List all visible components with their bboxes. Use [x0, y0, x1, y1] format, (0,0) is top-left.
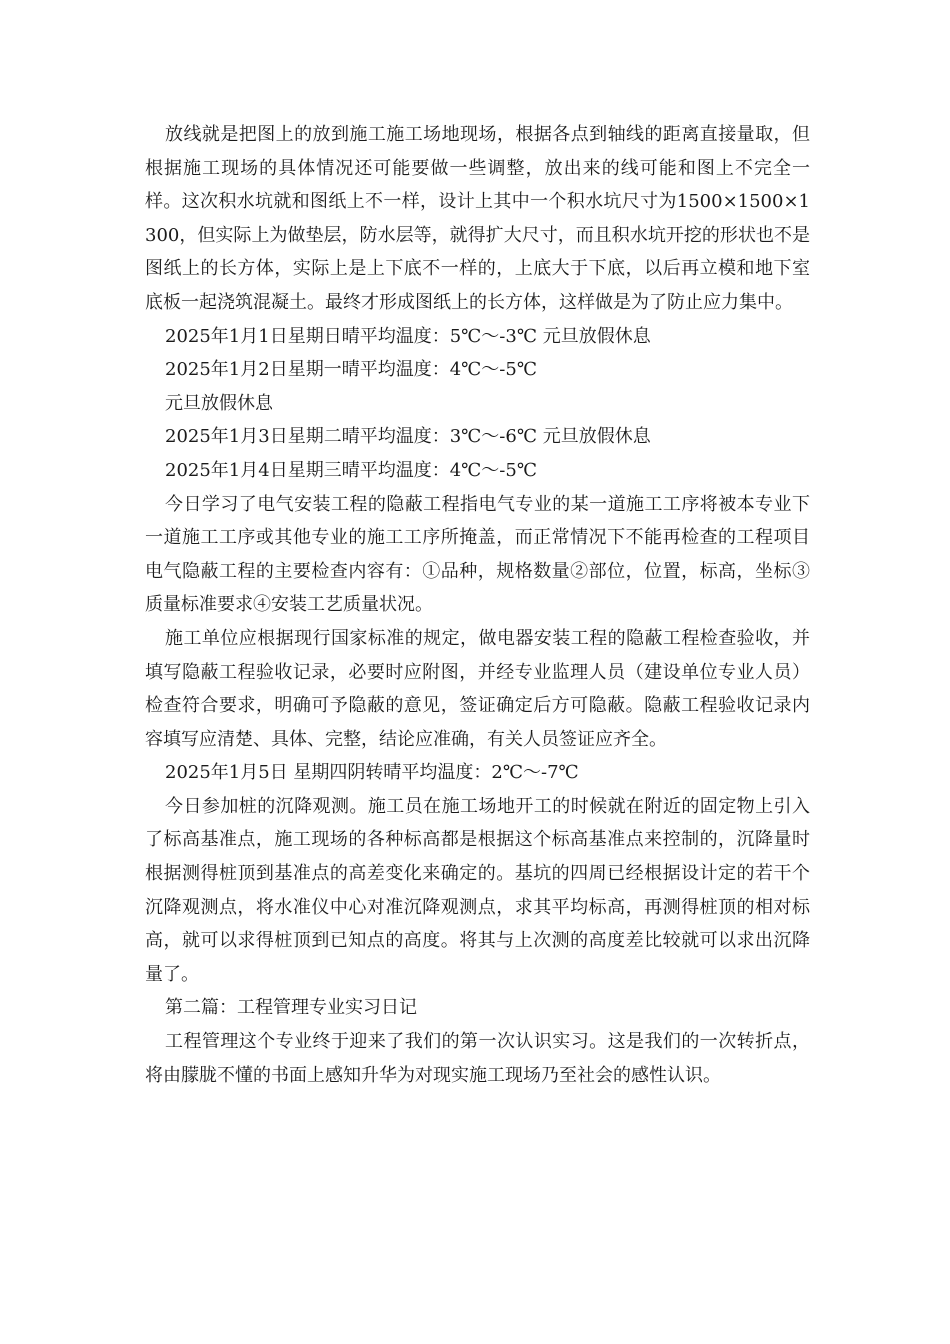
paragraph-inspection-acceptance: 施工单位应根据现行国家标准的规定，做电器安装工程的隐蔽工程检查验收，并填写隐蔽工程验收记录，必要时应附图，并经专业监理人员（建设单位专业人员）检查符合要求，明确可予隐蔽的意见，签证确定后方可隐蔽。隐蔽工程验收记录内容填写应清楚、具体、完整，结论应准确，有关人员签证应齐全。: [145, 627, 810, 750]
diary-entry-jan-2: 2025年1月2日星期一晴平均温度：4℃～-5℃: [165, 359, 537, 381]
paragraph-concealed-works: 今日学习了电气安装工程的隐蔽工程指电气专业的某一道施工工序将被本专业下一道施工工序或其他专业的施工工序所掩盖，而正常情况下不能再检查的工程项目电气隐蔽工程的主要检查内容有：①品种，规格数量②部位，位置，标高，坐标③质量标准要求④安装工艺质量状况。: [145, 493, 810, 616]
diary-entry-jan-4: 2025年1月4日星期三晴平均温度：4℃～-5℃: [165, 459, 537, 481]
diary-note-holiday: 元旦放假休息: [165, 392, 273, 414]
diary-entry-jan-5: 2025年1月5日 星期四阴转晴平均温度：2℃～-7℃: [165, 762, 579, 784]
paragraph-internship-intro: 工程管理这个专业终于迎来了我们的第一次认识实习。这是我们的一次转折点，将由朦胧不懂的书面上感知升华为对现实施工现场乃至社会的感性认识。: [145, 1031, 810, 1086]
paragraph-site-layout: 放线就是把图上的放到施工施工场地现场，根据各点到轴线的距离直接量取，但根据施工现场的具体情况还可能要做一些调整，放出来的线可能和图上不完全一样。这次积水坑就和图纸上不一样，设计上其中一个积水坑尺寸为1500×1500×1300，但实际上为做垫层，防水层等，就得扩大尺寸，而且积水坑开挖的形状也不是图纸上的长方体，实际上是上下底不一样的，上底大于下底，以后再立模和地下室底板一起浇筑混凝土。最终才形成图纸上的长方体，这样做是为了防止应力集中。: [145, 124, 810, 313]
section-heading-part-two: 第二篇：工程管理专业实习日记: [165, 997, 417, 1019]
diary-entry-jan-3: 2025年1月3日星期二晴平均温度：3℃～-6℃ 元旦放假休息: [165, 426, 651, 448]
paragraph-settlement-observation: 今日参加桩的沉降观测。施工员在施工场地开工的时候就在附近的固定物上引入了标高基准点，施工现场的各种标高都是根据这个标高基准点来控制的，沉降量时根据测得桩顶到基准点的高差变化来确定的。基坑的四周已经根据设计定的若干个沉降观测点，将水准仪中心对准沉降观测点，求其平均标高，再测得桩顶的相对标高，就可以求得桩顶到已知点的高度。将其与上次测的高度差比较就可以求出沉降量了。: [145, 795, 810, 985]
diary-entry-jan-1: 2025年1月1日星期日晴平均温度：5℃～-3℃ 元旦放假休息: [165, 325, 651, 347]
document-body: [145, 118, 810, 1092]
